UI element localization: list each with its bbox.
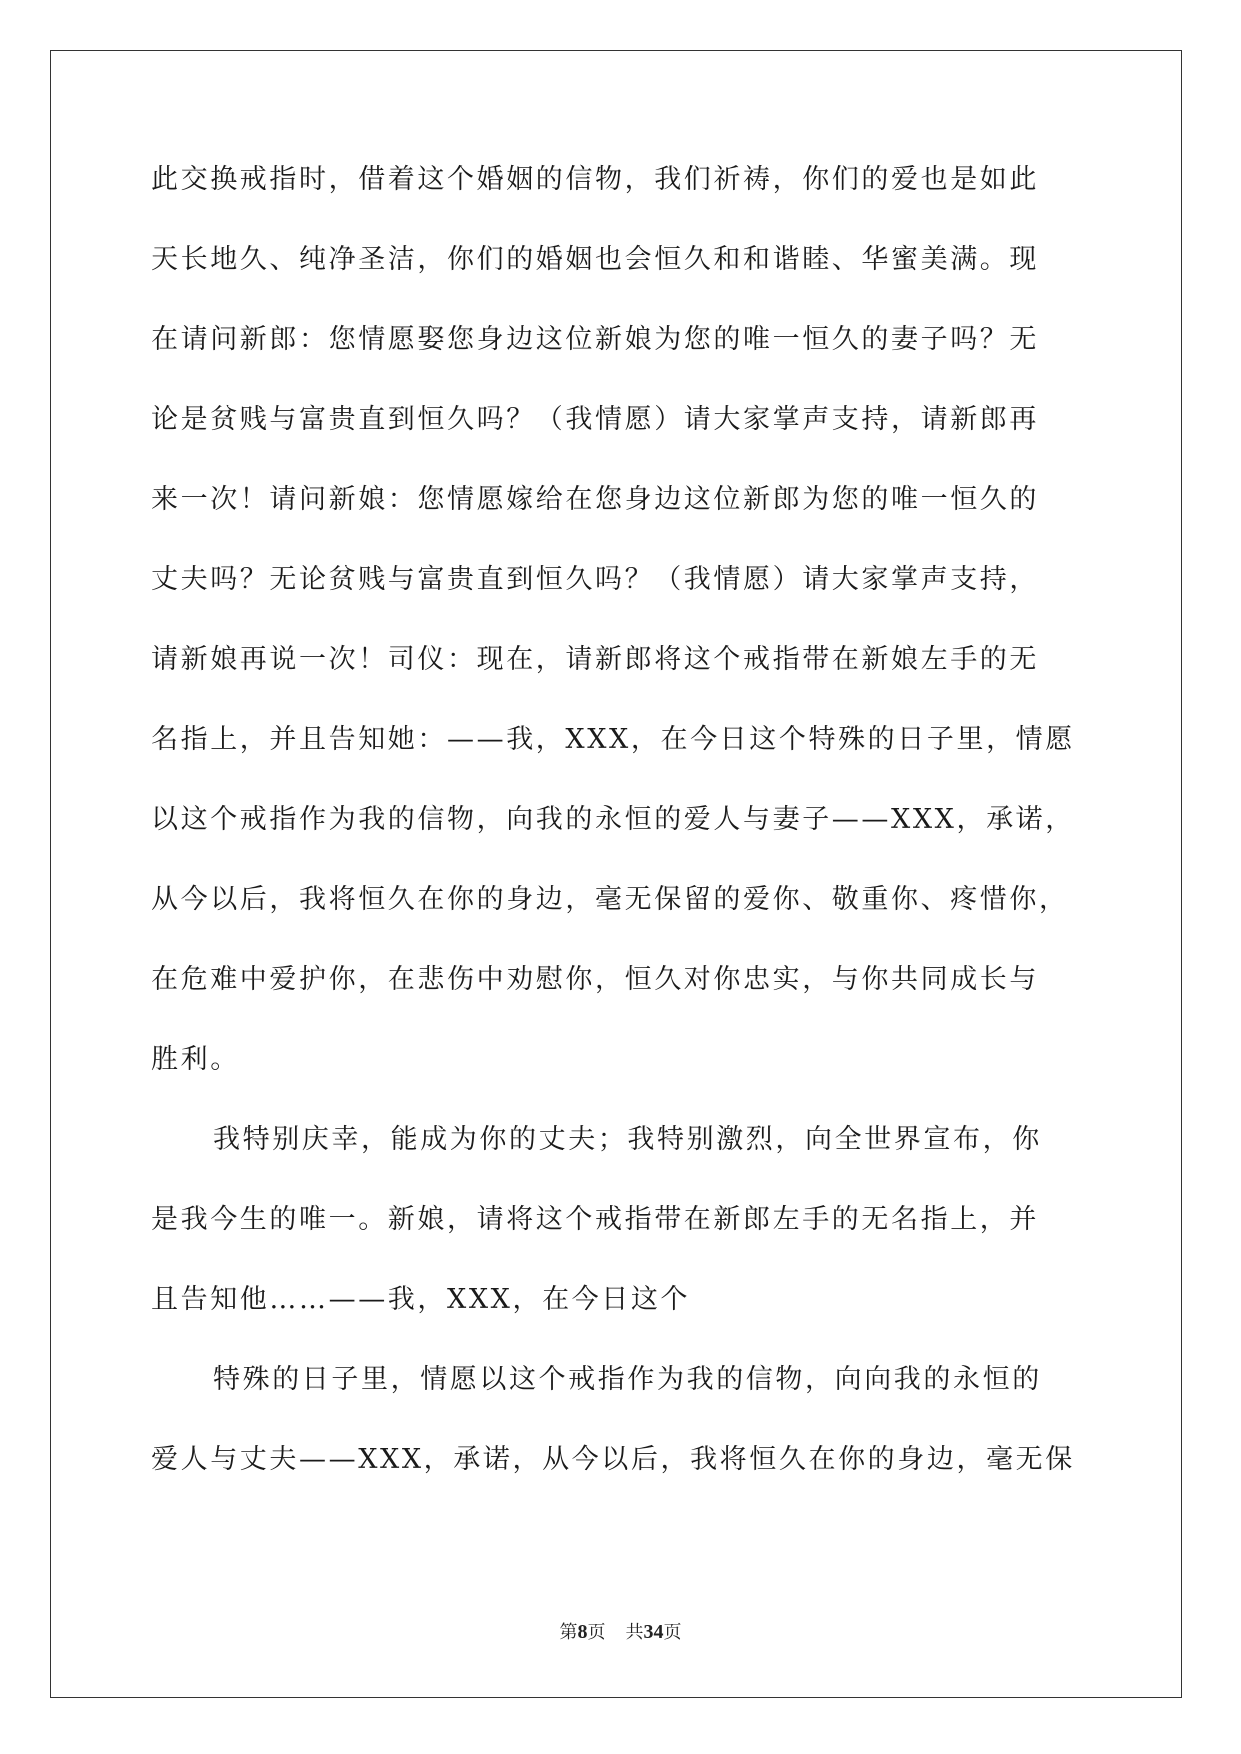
text-line: 在危难中爱护你，在悲伤中劝慰你，恒久对你忠实，与你共同成长与 <box>151 964 1039 995</box>
text-line: 是我今生的唯一。新娘，请将这个戒指带在新郎左手的无名指上，并 <box>151 1204 1039 1235</box>
document-body <box>151 162 1091 1522</box>
page-suffix: 页 <box>587 1622 606 1643</box>
text-line: 在请问新郎：您情愿娶您身边这位新娘为您的唯一恒久的妻子吗？无 <box>151 324 1039 355</box>
total-pages: 34 <box>643 1621 664 1643</box>
page-number: 8 <box>577 1621 588 1643</box>
text-line: 来一次！请问新娘：您情愿嫁给在您身边这位新郎为您的唯一恒久的 <box>151 484 1039 515</box>
page-footer <box>0 1618 1241 1644</box>
total-suffix: 页 <box>663 1622 682 1643</box>
text-line: 以这个戒指作为我的信物，向我的永恒的爱人与妻子——XXX，承诺， <box>151 804 1075 835</box>
text-line: 天长地久、纯净圣洁，你们的婚姻也会恒久和和谐睦、华蜜美满。现 <box>151 244 1039 275</box>
text-line: 且告知他……——我，XXX，在今日这个 <box>151 1284 691 1315</box>
text-line: 请新娘再说一次！司仪：现在，请新郎将这个戒指带在新娘左手的无 <box>151 644 1039 675</box>
text-line: 爱人与丈夫——XXX，承诺，从今以后，我将恒久在你的身边，毫无保 <box>151 1444 1075 1475</box>
text-line: 此交换戒指时，借着这个婚姻的信物，我们祈祷，你们的爱也是如此 <box>151 164 1039 195</box>
paragraph-first-line: 特殊的日子里，情愿以这个戒指作为我的信物，向向我的永恒的 <box>213 1364 1042 1395</box>
page-prefix: 第 <box>559 1622 578 1643</box>
text-line: 论是贫贱与富贵直到恒久吗？（我情愿）请大家掌声支持，请新郎再 <box>151 404 1039 435</box>
text-line: 从今以后，我将恒久在你的身边，毫无保留的爱你、敬重你、疼惜你， <box>151 884 1069 915</box>
text-line: 名指上，并且告知她：——我，XXX，在今日这个特殊的日子里，情愿 <box>151 724 1075 755</box>
text-line: 丈夫吗？无论贫贱与富贵直到恒久吗？（我情愿）请大家掌声支持， <box>151 564 1039 595</box>
paragraph-first-line: 我特别庆幸，能成为你的丈夫；我特别激烈，向全世界宣布，你 <box>213 1124 1042 1155</box>
total-prefix: 共 <box>625 1622 644 1643</box>
text-line: 胜利。 <box>151 1044 240 1075</box>
